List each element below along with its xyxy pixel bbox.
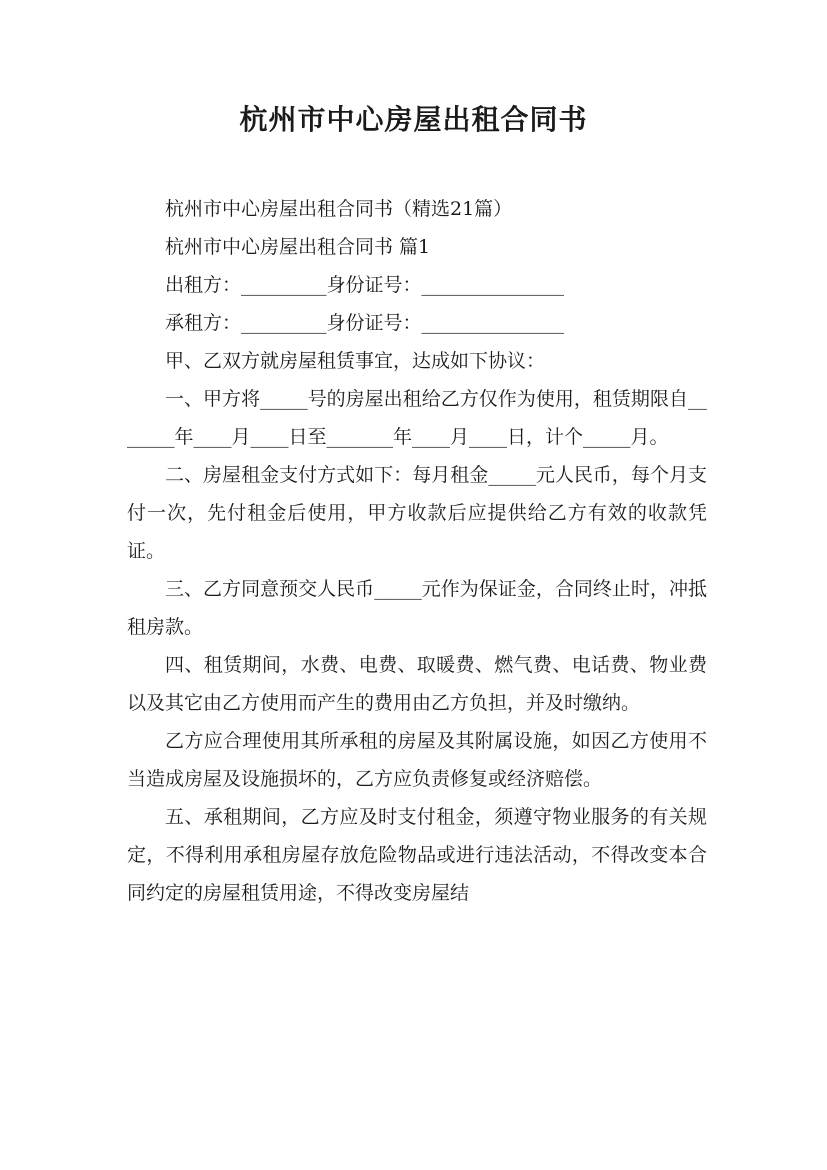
clause-4: 四、租赁期间，水费、电费、取暖费、燃气费、电话费、物业费以及其它由乙方使用而产生的费用由乙方负担，并及时缴纳。: [127, 654, 707, 714]
clause-2: 二、房屋租金支付方式如下：每月租金_____元人民币，每个月支付一次，先付租金后使用，甲方收款后应提供给乙方有效的收款凭证。: [127, 464, 707, 562]
document-title: 杭州市中心房屋出租合同书: [239, 103, 588, 136]
collection-heading: 杭州市中心房屋出租合同书（精选21篇）: [165, 198, 513, 220]
clause-3: 三、乙方同意预交人民币_____元作为保证金，合同终止时，冲抵租房款。: [127, 578, 707, 638]
section-heading: 杭州市中心房屋出租合同书 篇1: [165, 236, 431, 258]
clause-1: 一、甲方将_____号的房屋出租给乙方仅作为使用，租赁期限自_______年____月____日至_______年____月____日，计个_____月。: [127, 388, 707, 448]
clause-5: 五、承租期间，乙方应及时支付租金，须遵守物业服务的有关规定，不得利用承租房屋存放危险物品或进行违法活动，不得改变本合同约定的房屋租赁用途，不得改变房屋结: [127, 806, 707, 904]
document-body: [127, 190, 707, 912]
lessee-line: 承租方：_________身份证号：_______________: [165, 312, 565, 334]
clause-4-continued: 乙方应合理使用其所承租的房屋及其附属设施，如因乙方使用不当造成房屋及设施损坏的，乙方应负责修复或经济赔偿。: [127, 730, 707, 790]
lessor-line: 出租方：_________身份证号：_______________: [165, 274, 565, 296]
agreement-intro: 甲、乙双方就房屋租赁事宜，达成如下协议：: [165, 350, 546, 372]
